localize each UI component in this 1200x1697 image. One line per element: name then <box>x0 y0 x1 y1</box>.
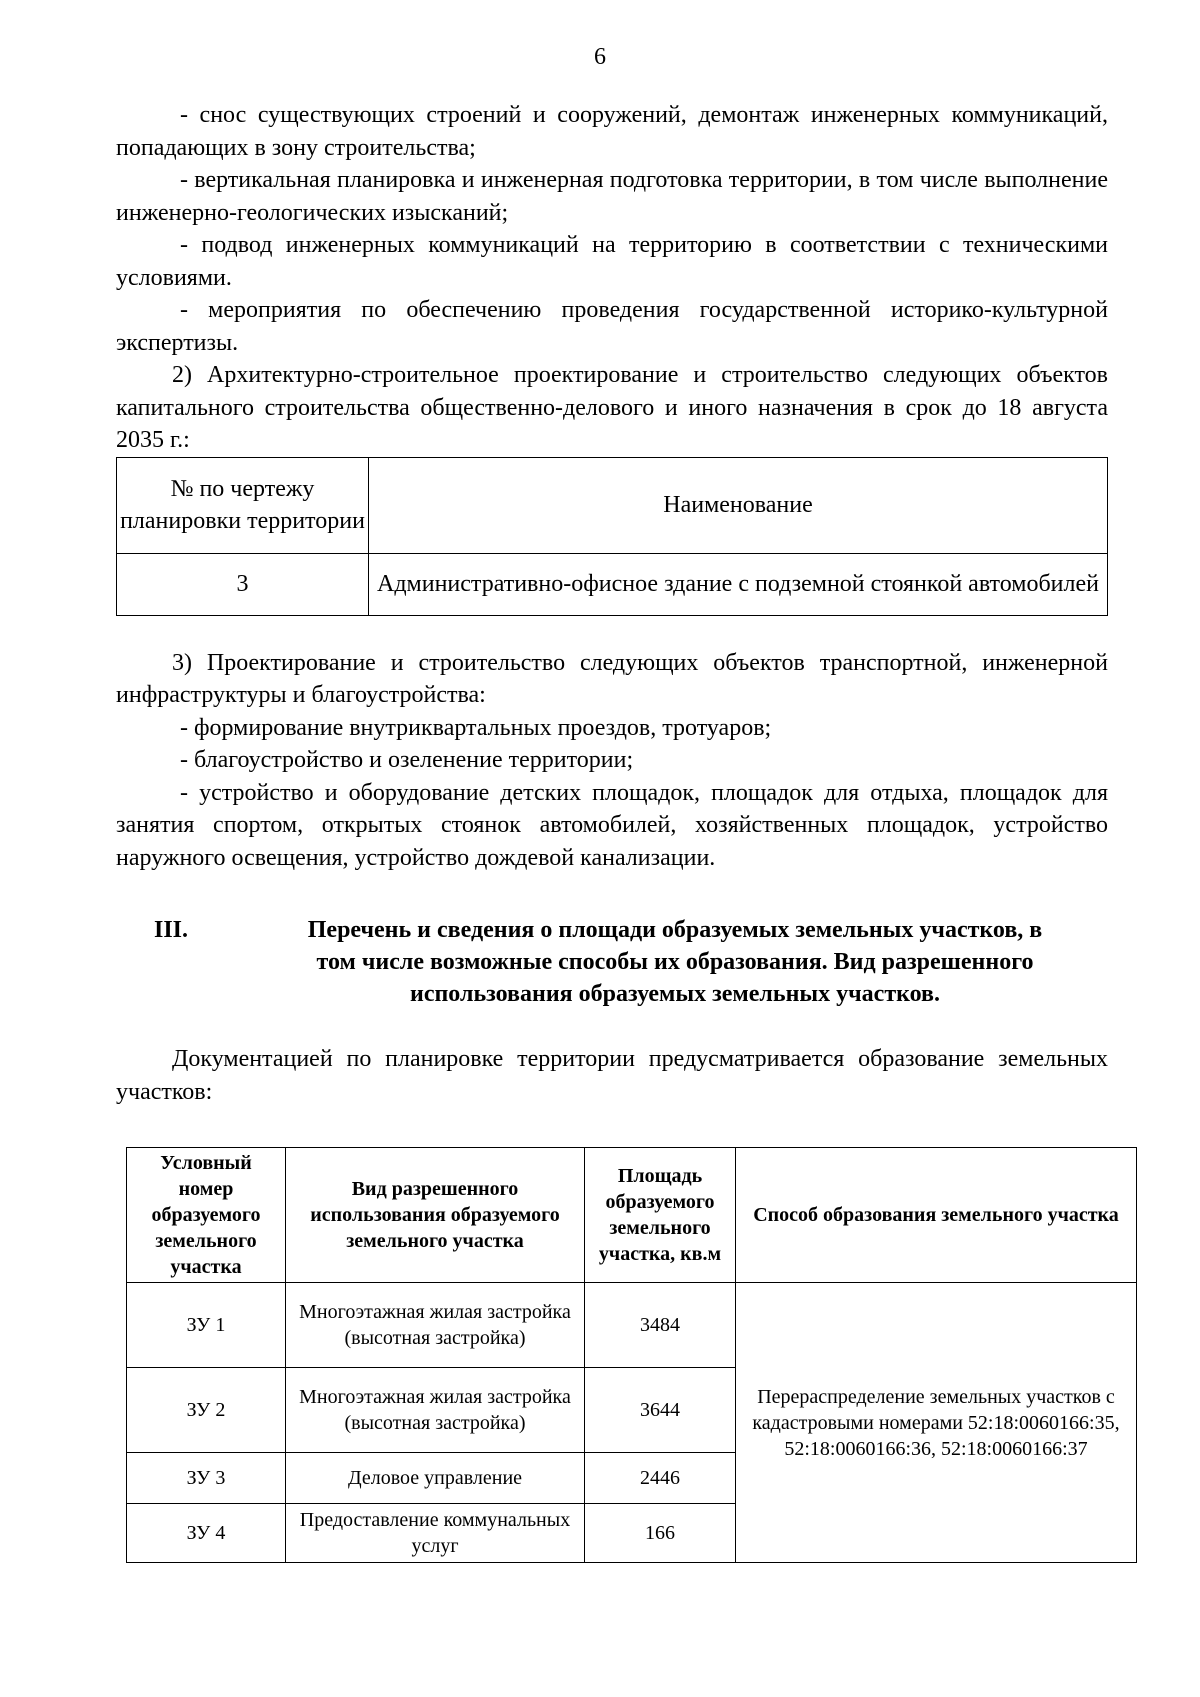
table-cell: Деловое управление <box>286 1453 585 1504</box>
table-cell: ЗУ 3 <box>127 1453 286 1504</box>
table-header-cell: Способ образования земельного участка <box>736 1148 1137 1283</box>
bullet-landscaping: - благоустройство и озеленение территории; <box>180 747 634 773</box>
table-row <box>127 1283 1137 1368</box>
land-plots-table <box>126 1147 1137 1563</box>
section-title-line: использования образуемых земельных участков. <box>409 981 940 1007</box>
objects-table <box>116 457 1108 616</box>
bullet-playgrounds: - устройство и оборудование детских площадок, площадок для отдыха, площадок для занятия спортом, открытых стоянок автомобилей, хозяйственных площадок, устройство наружного освещения, устройство дождевой канализации. <box>116 779 1108 871</box>
table-header-cell: Вид разрешенного использования образуемого земельного участка <box>286 1148 585 1283</box>
item-2-paragraph: 2) Архитектурно-строительное проектирование и строительство следующих объектов капитального строительства общественно-делового и иного назначения в срок до 18 августа 2035 г.: <box>116 362 1108 453</box>
table-header-row <box>127 1148 1137 1283</box>
bullet-expertise: - мероприятия по обеспечению проведения государственной историко-культурной экспертизы. <box>116 297 1108 356</box>
table-cell: Административно-офисное здание с подземной стоянкой автомобилей <box>369 553 1108 615</box>
section-title-line: Перечень и сведения о площади образуемых земельных участков, в <box>307 917 1043 943</box>
table-row <box>117 457 1108 553</box>
intro-paragraph: Документацией по планировке территории предусматривается образование земельных участков: <box>116 1046 1108 1105</box>
section-title-line: том числе возможные способы их образования. Вид разрешенного <box>316 949 1034 975</box>
table-cell: ЗУ 2 <box>127 1368 286 1453</box>
table-cell: Предоставление коммунальных услуг <box>286 1504 585 1563</box>
table-header-cell: № по чертежу планировки территории <box>117 457 369 553</box>
table-header-cell: Площадь образуемого земельного участка, кв.м <box>585 1148 736 1283</box>
table-cell: ЗУ 4 <box>127 1504 286 1563</box>
table-cell: Многоэтажная жилая застройка (высотная застройка) <box>286 1368 585 1453</box>
table-row <box>117 553 1108 615</box>
table-cell: 166 <box>585 1504 736 1563</box>
section-number: III. <box>154 917 189 943</box>
table-header-cell: Условный номер образуемого земельного участка <box>127 1148 286 1283</box>
section-heading <box>116 914 1108 1010</box>
table-cell: 3644 <box>585 1368 736 1453</box>
table-cell: 3 <box>117 553 369 615</box>
table-cell: 2446 <box>585 1453 736 1504</box>
table-cell: ЗУ 1 <box>127 1283 286 1368</box>
bullet-grading: - вертикальная планировка и инженерная подготовка территории, в том числе выполнение инженерно-геологических изысканий; <box>116 167 1108 226</box>
document-body <box>116 99 1108 1108</box>
table-header-cell: Наименование <box>369 457 1108 553</box>
item-3-paragraph: 3) Проектирование и строительство следующих объектов транспортной, инженерной инфраструктуры и благоустройства: <box>116 649 1108 708</box>
table-cell-method: Перераспределение земельных участков с кадастровыми номерами 52:18:0060166:35, 52:18:0060166:36, 52:18:0060166:37 <box>736 1283 1137 1563</box>
bullet-driveways: - формирование внутриквартальных проездов, тротуаров; <box>180 714 772 741</box>
bullet-utilities: - подвод инженерных коммуникаций на территорию в соответствии с техническими условиями. <box>116 232 1108 291</box>
page-number: 6 <box>594 44 606 70</box>
bullet-demolition: - снос существующих строений и сооружений, демонтаж инженерных коммуникаций, попадающих в зону строительства; <box>116 102 1108 161</box>
table-cell: Многоэтажная жилая застройка (высотная застройка) <box>286 1283 585 1368</box>
table-cell: 3484 <box>585 1283 736 1368</box>
